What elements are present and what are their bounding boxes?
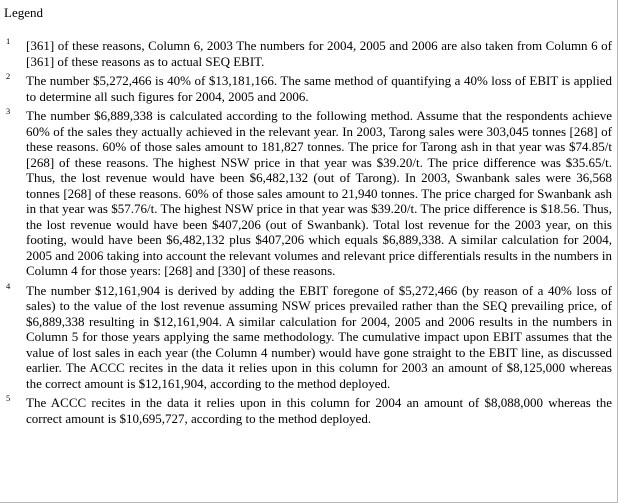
note-number: 1 (6, 36, 11, 46)
note-number: 2 (6, 71, 11, 81)
legend-note (0, 73, 618, 104)
legend-heading: Legend (4, 5, 43, 20)
legend-notes-list (0, 38, 618, 430)
legend-note (0, 108, 618, 279)
note-number: 4 (6, 280, 11, 291)
legend-note (0, 280, 618, 392)
note-text: The ACCC recites in the data it relies upon in this column for 2004 an amount of $8,088,000 whereas the correct amount is $10,695,727, according to the method deployed. (26, 395, 612, 426)
note-text: [361] of these reasons, Column 6, 2003 The numbers for 2004, 2005 and 2006 are also taken from Column 6 of [361] of these reasons as to actual SEQ EBIT. (26, 38, 612, 69)
note-number: 3 (6, 106, 11, 116)
note-text: The number $12,161,904 is derived by adding the EBIT foregone of $5,272,466 (by reason of a 40% loss of sales) to the value of the lost revenue assuming NSW prices prevailed rather than the SEQ prevailing price, of $6,889,338 resulting in $12,161,904. A similar calculation for 2004, 2005 and 2006 results in the numbers in Column 5 for those years applying the same methodology. The cumulative impact upon EBIT assumes that the value of lost sales in each year (the Column 4 number) would have gone straight to the EBIT line, as discussed earlier. The ACCC recites in the data it relies upon in this column for 2003 an amount of $8,125,000 whereas the correct amount is $12,161,904, according to the method deployed. (26, 282, 612, 391)
note-number: 5 (6, 393, 11, 403)
legend-note (0, 395, 618, 426)
note-text: The number $5,272,466 is 40% of $13,181,166. The same method of quantifying a 40% loss of EBIT is applied to determine all such figures for 2004, 2005 and 2006. (26, 73, 612, 104)
legend-note (0, 38, 618, 69)
note-text: The number $6,889,338 is calculated according to the following method. Assume that the respondents achieve 60% of the sales they actually achieved in the relevant year. In 2003, Tarong sales were 303,045 tonnes [268] of these reasons. 60% of those sales amount to 181,827 tonnes. The price for Tarong ash in that year was $74.85/t [268] of these reasons. The highest NSW price in that year was $39.20/t. The price difference was $35.65/t. Thus, the lost revenue would have been $6,482,132 (out of Tarong). In 2003, Swanbank sales were 36,568 tonnes [268] of these reasons. 60% of those sales amount to 21,940 tonnes. The price charged for Swanbank ash in that year was $57.76/t. The highest NSW price in that year was $39.20/t. The price difference is $18.56. Thus, the lost revenue would have been $407,206 (out of Swanbank). Total lost revenue for the 2003 year, on this footing, would have been $6,482,132 plus $407,206 which equals $6,889,338. A similar calculation for 2004, 2005 and 2006 taking into account the relevant volumes and relevant price differentials results in the numbers in Column 4 for those years: [268] and [330] of these reasons. (26, 108, 612, 278)
